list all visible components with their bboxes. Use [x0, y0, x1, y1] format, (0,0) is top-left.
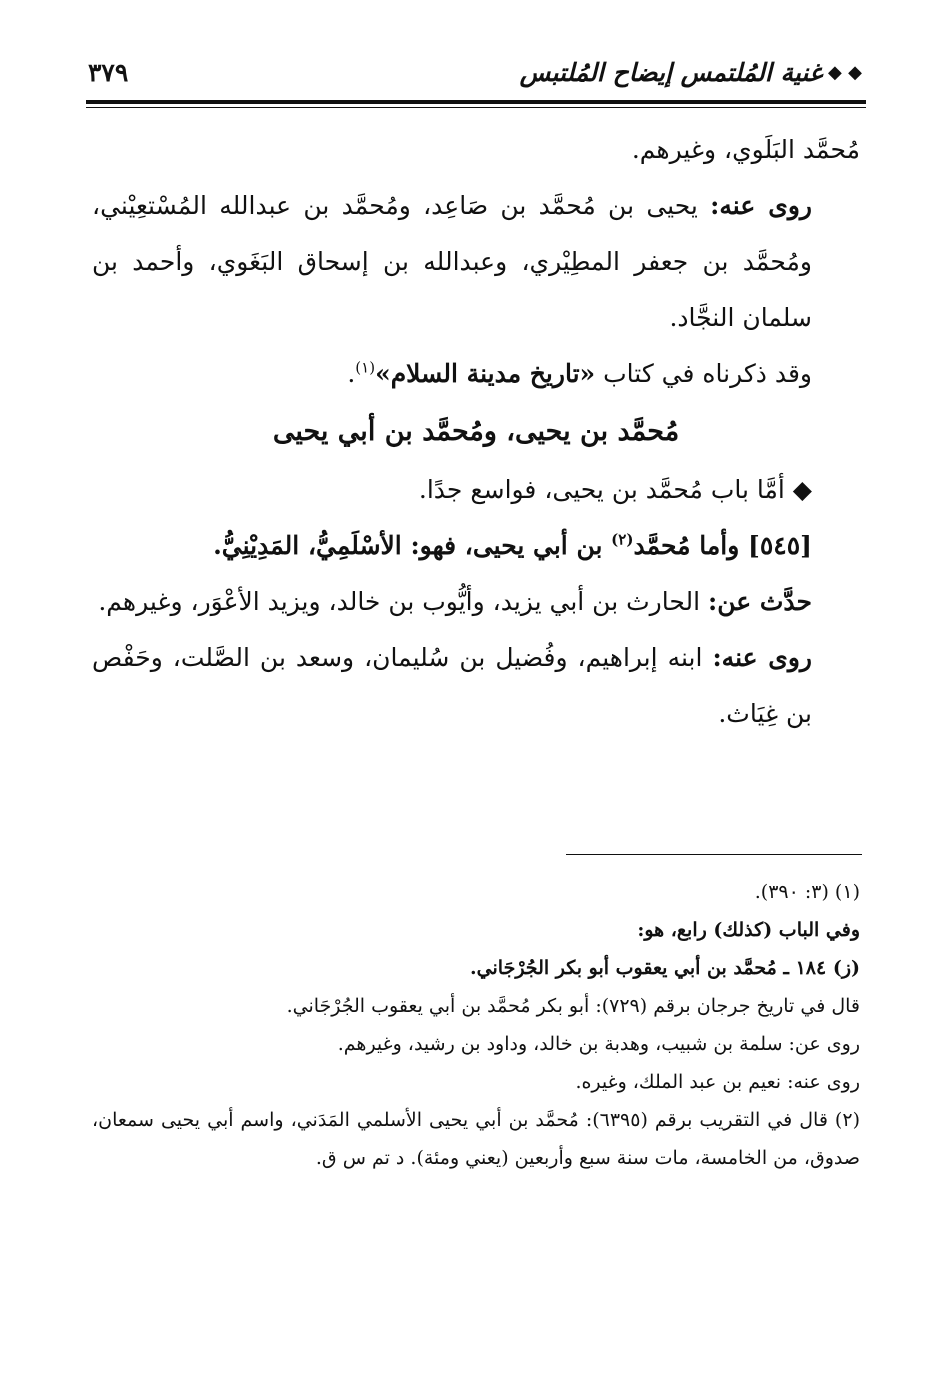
footnote-rawa-an-line: روى عن: سلمة بن شبيب، وهدبة بن خالد، وداود بن رشيد، وغيرهم.	[337, 1033, 860, 1055]
footnote-qal-line: قال في تاريخ جرجان برقم (٧٢٩): أبو بكر مُحمَّد بن أبي يعقوب الجُرْجَاني.	[286, 995, 860, 1017]
running-header	[88, 52, 862, 92]
book-reference-text: وقد ذكرناه في كتاب	[595, 359, 812, 388]
header-rule-thin	[86, 107, 866, 108]
rawa-anhu-label-2: روى عنه:	[712, 643, 812, 672]
narrated-from-paragraph	[92, 574, 860, 630]
main-text	[92, 122, 860, 742]
page-number: ٣٧٩	[88, 57, 129, 87]
header-rule-thick	[86, 100, 866, 104]
footnote-entry-line: (ز) ١٨٤ ـ مُحمَّد بن أبي يعقوب أبو بكر الجُرْجَاني.	[470, 957, 860, 979]
footnote-rawa-anhu-line: روى عنه: نعيم بن عبد الملك، وغيره.	[575, 1071, 860, 1093]
haddatha-text: الحارث بن أبي يزيد، وأيُّوب بن خالد، ويزيد الأعْوَر، وغيرهم.	[98, 587, 701, 616]
entry-name-a: وأما مُحمَّد	[633, 531, 740, 560]
book-reference-paragraph	[92, 346, 860, 402]
footnote-marker-1: (١)	[355, 358, 376, 377]
entry-heading	[92, 518, 860, 574]
entry-name-b: بن أبي يحيى، فهو: الأسْلَمِيُّ، المَدِيْنِيُّ.	[213, 531, 603, 560]
footnotes	[92, 873, 860, 1177]
entry-number: [٥٤٥]	[748, 531, 812, 560]
rawa-anhu-label: روى عنه:	[710, 191, 813, 220]
continuation-line: مُحمَّد البَلَوي، وغيرهم.	[631, 135, 860, 164]
book-title: غنية المُلتمس إيضاح المُلتبس	[519, 57, 823, 87]
book-reference-end: .	[347, 359, 356, 388]
book-title-group	[520, 58, 862, 87]
footnote-1: (١) (٣: ٣٩٠).	[754, 881, 860, 903]
footnote-marker-2: (٢)	[611, 530, 634, 549]
book-reference-title: «تاريخ مدينة السلام»	[375, 359, 596, 388]
narrators-from-him-paragraph	[92, 178, 860, 346]
haddatha-label: حدَّث عن:	[708, 587, 812, 616]
rawa-anhu-text-2: ابنه إبراهيم، وفُضيل بن سُليمان، وسعد بن الصَّلت، وحَفْص بن غِيَاث.	[92, 643, 812, 728]
footnote-bab-line: وفي الباب (كذلك) رابع، هو:	[637, 919, 860, 941]
section-heading: مُحمَّد بن يحيى، ومُحمَّد بن أبي يحيى	[272, 416, 680, 447]
bullet-paragraph: ◆ أمَّا باب مُحمَّد بن يحيى، فواسع جدًا.	[418, 475, 812, 504]
footnote-2: (٢) قال في التقريب برقم (٦٣٩٥): مُحمَّد بن أبي يحيى الأسلمي المَدَني، واسم أبي يحيى سمعان، صدوق، من الخامسة، مات سنة سبع وأربعين (يعني ومئة). د تم س ق.	[92, 1109, 860, 1169]
rawa-anhu-text: يحيى بن مُحمَّد بن صَاعِد، ومُحمَّد بن عبدالله المُسْتعِيْني، ومُحمَّد بن جعفر المطِيْري، وعبدالله بن إسحاق البَغَوي، وأحمد بن سلمان النجَّاد.	[92, 191, 812, 332]
narrators-from-him-paragraph-2	[92, 630, 860, 742]
footnote-separator	[566, 854, 862, 855]
ornament-diamonds-icon: ◆ ◆	[828, 61, 862, 83]
